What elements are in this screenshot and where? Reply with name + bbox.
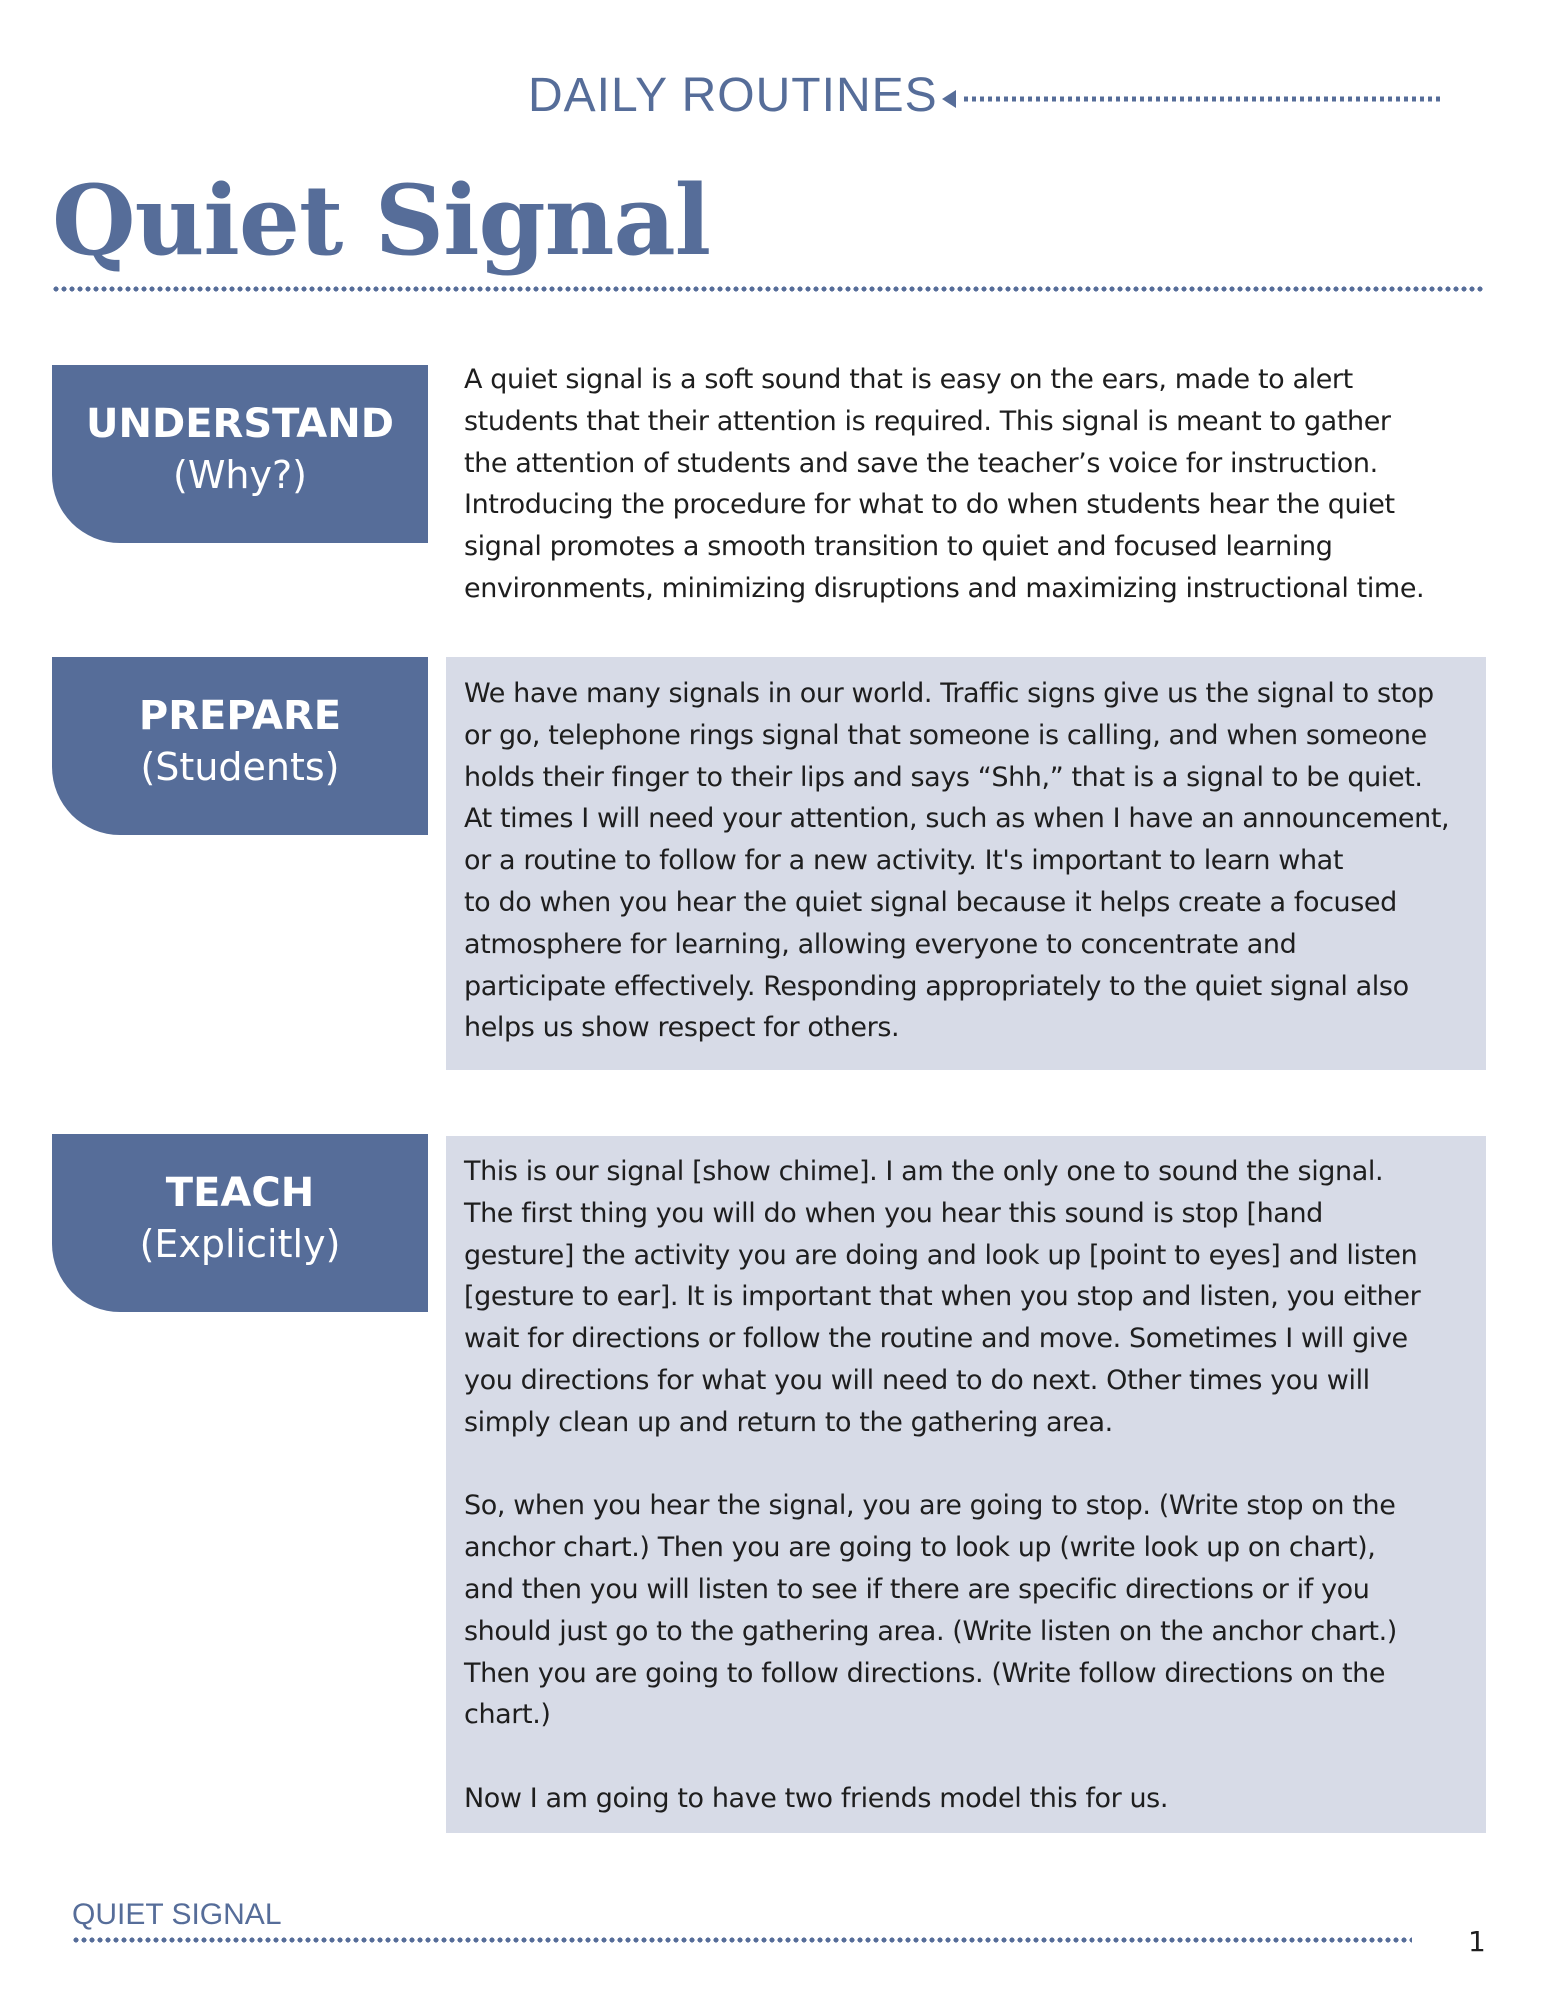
- text-line: At times I will need your attention, such as when I have an announcement,: [464, 803, 1450, 835]
- page-number: 1: [1468, 1925, 1486, 1958]
- text-line: Then you are going to follow directions. (Write follow directions on the: [464, 1657, 1386, 1689]
- text-line: students that their attention is required. This signal is meant to gather: [464, 405, 1391, 437]
- prepare-label: PREPARE: [138, 693, 342, 739]
- text-line: gesture] the activity you are doing and look up [point to eyes] and listen: [464, 1239, 1418, 1271]
- teach-label: TEACH: [165, 1170, 315, 1216]
- text-line: to do when you hear the quiet signal because it helps create a focused: [464, 886, 1397, 918]
- title-dotted-divider: [52, 286, 1484, 292]
- text-line: wait for directions or follow the routine and move. Sometimes I will give: [464, 1323, 1408, 1355]
- text-line: Now I am going to have two friends model this for us.: [464, 1782, 1169, 1814]
- text-line: or a routine to follow for a new activity. It's important to learn what: [464, 845, 1344, 877]
- section-header-title: DAILY ROUTINES: [528, 69, 938, 122]
- text-line: should just go to the gathering area. (Write listen on the anchor chart.): [464, 1615, 1397, 1647]
- arrow-left-icon: [942, 86, 1442, 112]
- text-line: chart.): [464, 1699, 551, 1731]
- paragraph-gap: [464, 1736, 1478, 1778]
- text-line: We have many signals in our world. Traffic signs give us the signal to stop: [464, 678, 1434, 709]
- footer-dotted-divider: [72, 1937, 1412, 1943]
- page-title: Quiet Signal: [52, 164, 711, 277]
- teach-sublabel: (Explicitly): [139, 1222, 341, 1266]
- text-line: signal promotes a smooth transition to quiet and focused learning: [464, 531, 1333, 563]
- text-line: simply clean up and return to the gathering area.: [464, 1406, 1113, 1438]
- text-line: the attention of students and save the teacher’s voice for instruction.: [464, 447, 1378, 479]
- text-line: So, when you hear the signal, you are going to stop. (Write stop on the: [464, 1490, 1396, 1522]
- text-line: holds their finger to their lips and says “Shh,” that is a signal to be quiet.: [464, 761, 1423, 793]
- footer-label: QUIET SIGNAL: [72, 1898, 282, 1931]
- text-line: and then you will listen to see if there are specific directions or if you: [464, 1573, 1370, 1605]
- text-line: [gesture to ear]. It is important that when you stop and listen, you either: [464, 1281, 1421, 1313]
- text-line: helps us show respect for others.: [464, 1012, 900, 1044]
- understand-label: UNDERSTAND: [86, 401, 394, 447]
- text-line: This is our signal [show chime]. I am the only one to sound the signal.: [464, 1156, 1384, 1187]
- text-line: you directions for what you will need to do next. Other times you will: [464, 1364, 1370, 1396]
- prepare-label-box: [52, 657, 428, 835]
- understand-label-box: [52, 365, 428, 543]
- prepare-sublabel: (Students): [140, 745, 340, 789]
- understand-sublabel: (Why?): [173, 453, 307, 497]
- text-line: Introducing the procedure for what to do when students hear the quiet: [464, 489, 1395, 521]
- paragraph-gap: [464, 1444, 1478, 1486]
- teach-text-panel: [446, 1136, 1486, 1833]
- prepare-text-panel: [446, 657, 1486, 1070]
- text-line: participate effectively. Responding appropriately to the quiet signal also: [464, 970, 1409, 1002]
- text-line: environments, minimizing disruptions and maximizing instructional time.: [464, 572, 1425, 604]
- text-line: atmosphere for learning, allowing everyone to concentrate and: [464, 928, 1297, 960]
- text-line: The first thing you will do when you hear this sound is stop [hand: [464, 1197, 1323, 1229]
- teach-label-box: [52, 1134, 428, 1312]
- text-line: A quiet signal is a soft sound that is easy on the ears, made to alert: [464, 364, 1353, 395]
- understand-text: [464, 359, 1484, 610]
- text-line: anchor chart.) Then you are going to look up (write look up on chart),: [464, 1532, 1376, 1564]
- text-line: or go, telephone rings signal that someone is calling, and when someone: [464, 719, 1427, 751]
